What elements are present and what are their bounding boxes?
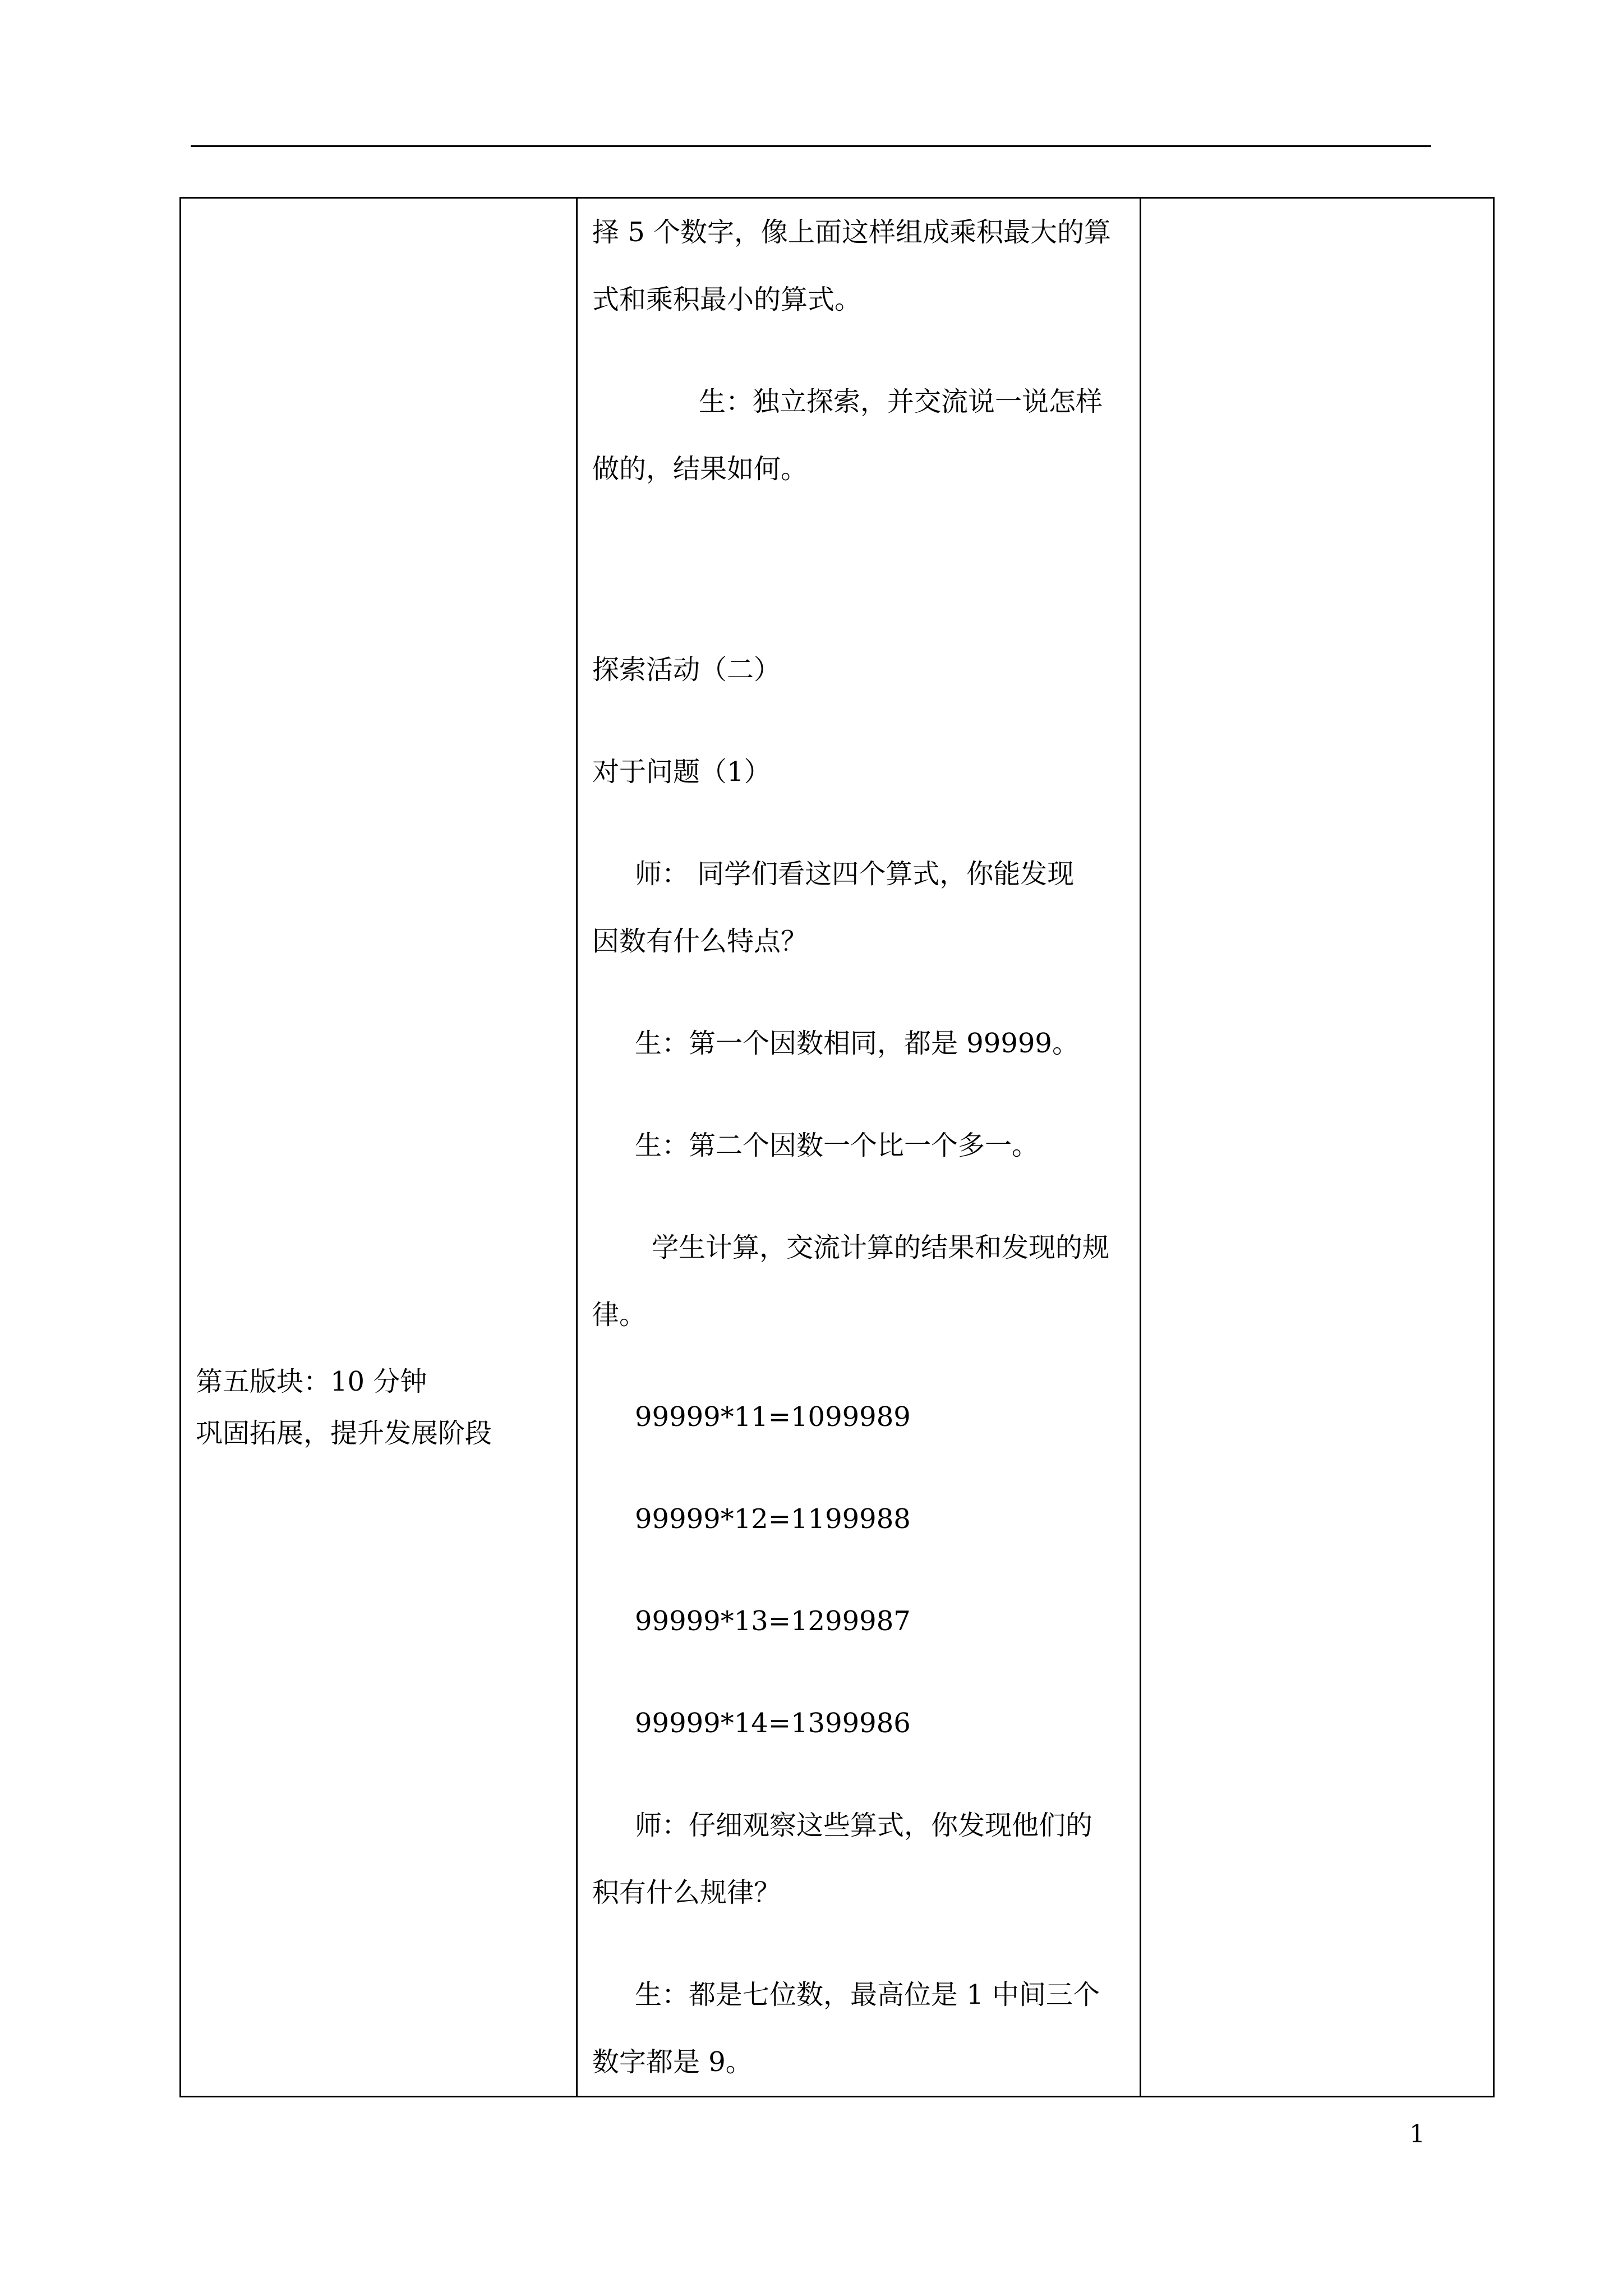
stage-time: 第五版块：10 分钟 (196, 1366, 427, 1397)
paragraph-line: 师：仔细观察这些算式，你发现他们的 (635, 1810, 1093, 1841)
lesson-plan-table (179, 197, 1495, 2097)
page-number: 1 (1409, 2120, 1425, 2148)
activity-cell (577, 198, 1141, 2097)
paragraph-line: 因数有什么特点？ (592, 926, 808, 957)
paragraph-line: 生：都是七位数，最高位是 1 中间三个 (635, 1979, 1100, 2010)
equation: 99999*11=1099989 (635, 1401, 911, 1433)
paragraph-line: 数字都是 9。 (592, 2046, 753, 2078)
paragraph-line: 师： 同学们看这四个算式，你能发现 (635, 858, 1075, 890)
stage-cell (181, 198, 577, 2097)
paragraph-line: 生：第一个因数相同，都是 99999。 (635, 1028, 1079, 1059)
paragraph-line: 做的，结果如何。 (592, 453, 808, 485)
equation: 99999*12=1199988 (635, 1503, 911, 1535)
paragraph-line: 律。 (592, 1299, 647, 1331)
header-rule (191, 145, 1431, 147)
paragraph-line: 式和乘积最小的算式。 (592, 284, 862, 315)
question-heading: 对于问题（1） (592, 756, 771, 788)
stage-label (196, 1356, 492, 1459)
table-row (181, 198, 1494, 2097)
paragraph-line: 择 5 个数字，像上面这样组成乘积最大的算 (592, 217, 1112, 248)
paragraph-line: 学生计算，交流计算的结果和发现的规 (652, 1232, 1110, 1263)
paragraph-line: 生：第二个因数一个比一个多一。 (635, 1130, 1039, 1161)
activity-content (578, 199, 1140, 2096)
equation: 99999*14=1399986 (635, 1708, 911, 1739)
paragraph-line: 生：独立探索，并交流说一说怎样 (699, 386, 1103, 417)
section-heading: 探索活动（二） (592, 654, 781, 685)
notes-cell (1141, 198, 1494, 2097)
equation: 99999*13=1299987 (635, 1605, 911, 1637)
paragraph-line: 积有什么规律？ (592, 1877, 781, 1908)
stage-title: 巩固拓展，提升发展阶段 (196, 1418, 492, 1449)
